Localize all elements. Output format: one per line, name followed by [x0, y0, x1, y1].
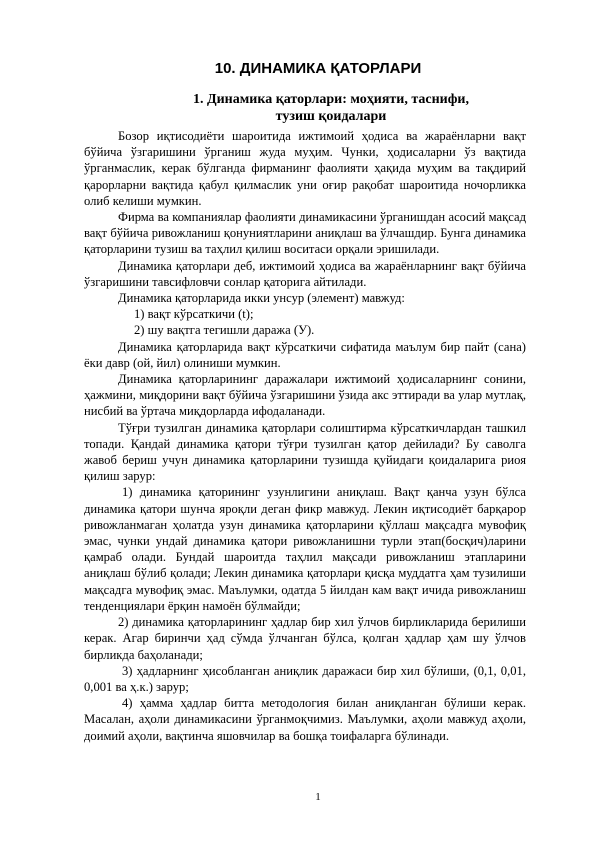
page-number: 1 — [315, 791, 321, 803]
body-text — [84, 128, 526, 744]
list-item: 1) вақт кўрсаткичи (t); — [134, 307, 254, 322]
section-title-line-2: тузиш қоидалари — [275, 109, 387, 124]
paragraph: Динамика қаторларида икки унсур (элемент) мавжуд: — [118, 291, 405, 306]
chapter-title: 10. ДИНАМИКА ҚАТОРЛАРИ — [214, 60, 422, 77]
list-item: 2) шу вақтга тегишли даража (У). — [134, 323, 315, 338]
paragraph: Динамика қаторлари деб, ижтимоий ҳодиса ва жараёнларнинг вақт бўйича ўзгаришини тавсифловчи сонлар қаторига айтилади. — [84, 258, 526, 289]
paragraph: Фирма ва компаниялар фаолияти динамикасини ўрганишдан асосий мақсад вақт бўйича ривожланиш қонуниятларини аниқлаш ва ўлчашдир. Бунга динамика қаторларини тузиш ва таҳлил қилиш воситаси орқали эришилади. — [84, 210, 526, 257]
section-title — [0, 91, 596, 125]
paragraph: Бозор иқтисодиёти шароитида ижтимоий ҳодиса ва жараёнларни вақт бўйича ўзгаришини ўрганиш жуда муҳим. Чунки, ҳодисаларни ўз вақтида ўрганмаслик, керак бўлганда фирманинг фаолияти ҳақида муҳим ва тақдирий қарорларни вақтида қабул қилмаслик уни оғир рақобат шароитида ночорликка олиб келиши мумкин. — [84, 129, 526, 208]
rule-item: 3) ҳадларнинг ҳисобланган аниқлик даражаси бир хил бўлиши, (0,1, 0,01, 0,001 ва ҳ.к.) зарур; — [84, 663, 526, 694]
rule-item: 2) динамика қаторларининг ҳадлар бир хил ўлчов бирликларида берилиши керак. Агар биринчи ҳад сўмда ўлчанган бўлса, қолган ҳадлар ҳам шу ўлчов бирликда баҳоланади; — [84, 615, 526, 662]
rule-item: 1) динамика қаторининг узунлигини аниқлаш. Вақт қанча узун бўлса динамика қатори шунча яроқли деган фикр мавжуд. Лекин иқтисодиёт барқарор ривожланмаган ҳолатда узун динамика қаторларини қўллаш мақсадга мувофиқ эмас, чунки ундай динамика қатори ривожланишни турли этап(босқич)ларини қамраб олади. Бундай шароитда таҳлил мақсади ривожланиш этапларини аниқлаш бўлиб қолади; Лекин динамика қаторлари қисқа муддатга ҳам тузилиши мақсадга мувофиқ эмас. Маълумки, одатда 5 йилдан кам вақт ичида ривожланиш тенденциялари ёрқин намоён бўлмайди; — [84, 485, 526, 613]
paragraph: Динамика қаторларининг даражалари ижтимоий ҳодисаларнинг сонини, ҳажмини, миқдорини вақт бўйича ўзгаришини ўзида акс эттиради ва улар мутлақ, нисбий ва ўртача миқдорларда ифодаланади. — [84, 372, 526, 419]
paragraph: Динамика қаторларида вақт кўрсаткичи сифатида маълум бир пайт (сана) ёки давр (ой, йил) олиниши мумкин. — [84, 339, 526, 370]
paragraph: Тўғри тузилган динамика қаторлари солиштирма кўрсаткичлардан ташкил топади. Қандай динамика қатори тўғри тузилган қатор дейилади? Бу саволга жавоб бериш учун динамика қаторларини тузишда қуйидаги қоидаларига риоя қилиш зарур: — [84, 420, 526, 484]
section-title-line-1: 1. Динамика қаторлари: моҳияти, таснифи, — [192, 92, 469, 107]
rule-item: 4) ҳамма ҳадлар битта методология билан аниқланган бўлиши керак. Масалан, аҳоли динамикасини ўрганмоқчимиз. Маълумки, аҳоли мавжуд аҳоли, доимий аҳоли, вақтинча яшовчилар ва бошқа тоифаларга бўлинади. — [84, 696, 526, 743]
